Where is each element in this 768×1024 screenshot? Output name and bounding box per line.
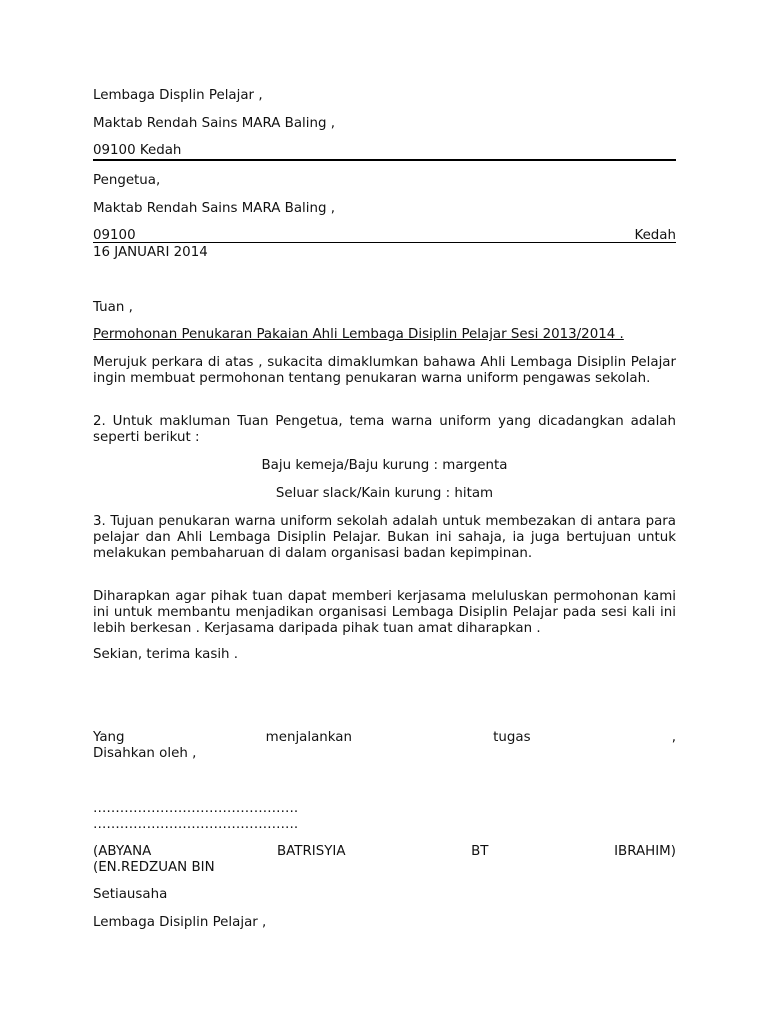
name-word-3: BT — [471, 844, 489, 859]
name-word-1: (ABYANA — [93, 844, 152, 859]
paragraph-1: Merujuk perkara di atas , sukacita dimaklumkan bahawa Ahli Lembaga Disiplin Pelajar ingin membuat permohonan tentang penukaran warna uniform pengawas sekolah. — [93, 355, 676, 386]
salutation: Tuan , — [93, 300, 133, 315]
sender-line-1: Lembaga Displin Pelajar , — [93, 88, 263, 103]
recipient-state: Kedah — [634, 228, 676, 243]
signoff-word-2: menjalankan — [265, 730, 352, 745]
signatory-position: Setiausaha — [93, 887, 168, 902]
signoff-word-4: , — [671, 730, 676, 745]
name-word-2: BATRISYIA — [276, 844, 346, 859]
recipient-line-1: Pengetua, — [93, 173, 161, 188]
paragraph-4: Diharapkan agar pihak tuan dapat memberi kerjasama meluluskan permohonan kami ini untuk membantu menjadikan organisasi Lembaga Disiplin Pelajar pada sesi kali ini lebih berkesan . Kerjasama daripada pihak tuan amat diharapkan . — [93, 589, 676, 636]
verified-by: Disahkan oleh , — [93, 746, 197, 761]
paragraph-2: 2. Untuk makluman Tuan Pengetua, tema warna uniform yang dicadangkan adalah seperti berikut : — [93, 414, 676, 445]
sender-line-3: 09100 Kedah — [93, 143, 182, 158]
uniform-item-1: Baju kemeja/Baju kurung : margenta — [261, 458, 508, 473]
signatory-name-line — [93, 844, 676, 860]
signoff-word-3: tugas — [493, 730, 531, 745]
name-word-4: IBRAHIM) — [614, 844, 676, 859]
subject-line: Permohonan Penukaran Pakaian Ahli Lembaga Disiplin Pelajar Sesi 2013/2014 . — [93, 327, 624, 342]
second-signatory-name: (EN.REDZUAN BIN — [93, 860, 215, 875]
signature-dots-2: ………………………………………. — [93, 817, 299, 832]
closing-line: Sekian, terima kasih . — [93, 647, 239, 662]
recipient-postcode: 09100 — [93, 228, 136, 243]
signoff-line — [93, 730, 676, 746]
recipient-line-2: Maktab Rendah Sains MARA Baling , — [93, 201, 335, 216]
signature-dots-1: ………………………………………. — [93, 801, 299, 816]
header-divider — [93, 159, 676, 161]
signatory-organization: Lembaga Disiplin Pelajar , — [93, 915, 267, 930]
paragraph-3: 3. Tujuan penukaran warna uniform sekolah adalah untuk membezakan di antara para pelajar dan Ahli Lembaga Disiplin Pelajar. Bukan ini sahaja, ia juga bertujuan untuk melakukan pembaharuan di dalam organisasi badan kepimpinan. — [93, 514, 676, 561]
uniform-item-2: Seluar slack/Kain kurung : hitam — [275, 486, 494, 501]
sender-line-2: Maktab Rendah Sains MARA Baling , — [93, 116, 335, 131]
address-underline — [93, 242, 676, 243]
signoff-word-1: Yang — [93, 730, 125, 745]
letter-date: 16 JANUARI 2014 — [93, 245, 208, 260]
